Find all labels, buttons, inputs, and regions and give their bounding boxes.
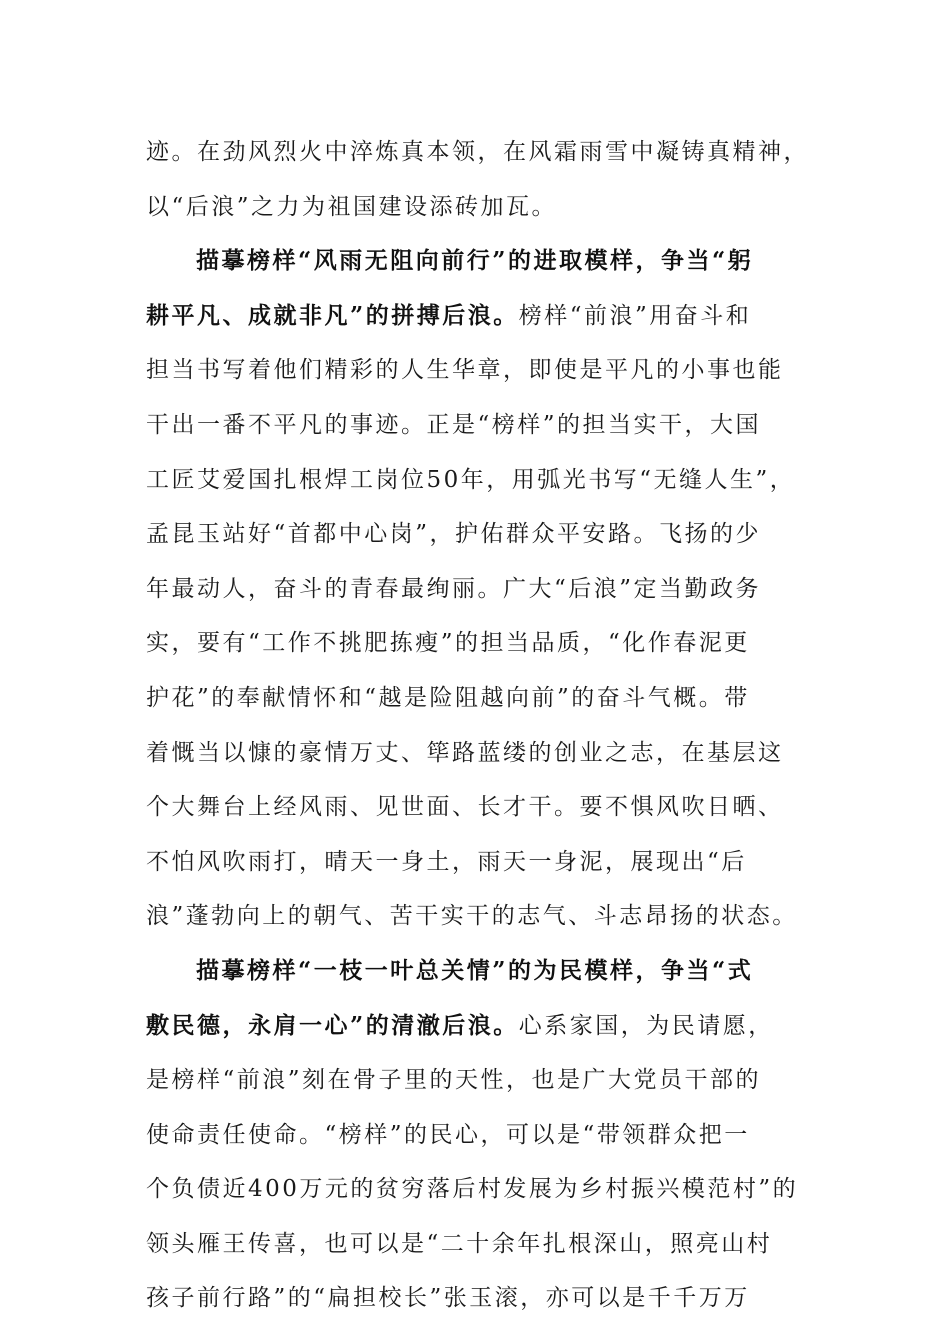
text-line: [146, 398, 806, 453]
body-text-run: 干出一番不平凡的事迹。正是“榜样”的担当实干，大国: [146, 411, 762, 438]
bold-heading-text: 敷民德，永肩一心”的清澈后浪。: [146, 1011, 519, 1039]
body-text-run: 个负债近400万元的贫穷落后村发展为乡村振兴模范村”的: [146, 1176, 799, 1203]
body-text-run: 着慨当以慷的豪情万丈、筚路蓝缕的创业之志，在基层这: [146, 739, 784, 766]
text-line: [146, 453, 806, 508]
text-line: [146, 1162, 806, 1217]
text-line: [146, 289, 806, 344]
text-line: [146, 835, 806, 890]
paragraph-first-line: [146, 944, 806, 999]
text-line: [146, 616, 806, 671]
body-text-run: 孟昆玉站好“首都中心岗”，护佑群众平安路。飞扬的少: [146, 521, 762, 548]
text-line: [146, 125, 809, 180]
body-text-run: 榜样“前浪”用奋斗和: [518, 302, 752, 329]
body-text-run: 是榜样“前浪”刻在骨子里的天性，也是广大党员干部的: [146, 1067, 762, 1094]
text-line: [146, 180, 806, 235]
body-text: [146, 125, 809, 1326]
body-text-run: 领头雁王传喜，也可以是“二十余年扎根深山，照亮山村: [146, 1230, 773, 1257]
text-line: [146, 1053, 806, 1108]
text-line: [146, 1217, 806, 1272]
text-line: [146, 1108, 806, 1163]
text-line: [146, 780, 806, 835]
body-text-run: 实，要有“工作不挑肥拣瘦”的担当品质，“化作春泥更: [146, 630, 750, 657]
body-text-run: 不怕风吹雨打，晴天一身土，雨天一身泥，展现出“后: [146, 848, 747, 875]
text-line: [146, 889, 806, 944]
text-line: [146, 726, 806, 781]
body-text-run: 迹。在劲风烈火中淬炼真本领，在风霜雨雪中凝铸真精神，: [146, 139, 809, 165]
bold-heading-text: 描摹榜样“一枝一叶总关情”的为民模样，争当“式: [196, 956, 754, 984]
body-text-run: 孩子前行路”的“扁担校长”张玉滚，亦可以是千千万万: [146, 1285, 750, 1312]
body-text-run: 心系家国，为民请愿，: [518, 1012, 774, 1039]
text-line: [146, 1271, 806, 1326]
body-text-run: 使命责任使命。“榜样”的民心，可以是“带领群众把一: [146, 1121, 750, 1148]
text-line: [146, 671, 806, 726]
body-text-run: 护花”的奉献情怀和“越是险阻越向前”的奋斗气概。带: [146, 684, 750, 711]
body-text-run: 担当书写着他们精彩的人生华章，即使是平凡的小事也能: [146, 357, 784, 384]
body-text-run: 个大舞台上经风雨、见世面、长才干。要不惧风吹日晒、: [146, 794, 784, 821]
paragraph-first-line: [146, 234, 806, 289]
text-line: [146, 343, 806, 398]
text-line: [146, 562, 806, 617]
body-text-run: 以“后浪”之力为祖国建设添砖加瓦。: [146, 193, 558, 220]
bold-heading-text: 描摹榜样“风雨无阻向前行”的进取模样，争当“躬: [196, 247, 754, 275]
text-line: [146, 999, 806, 1054]
body-text-run: 年最动人，奋斗的青春最绚丽。广大“后浪”定当勤政务: [146, 575, 762, 602]
body-text-run: 工匠艾爱国扎根焊工岗位50年，用弧光书写“无缝人生”，: [146, 466, 796, 493]
body-text-run: 浪”蓬勃向上的朝气、苦干实干的志气、斗志昂扬的状态。: [146, 903, 798, 930]
text-line: [146, 507, 806, 562]
bold-heading-text: 耕平凡、成就非凡”的拼搏后浪。: [146, 301, 519, 329]
